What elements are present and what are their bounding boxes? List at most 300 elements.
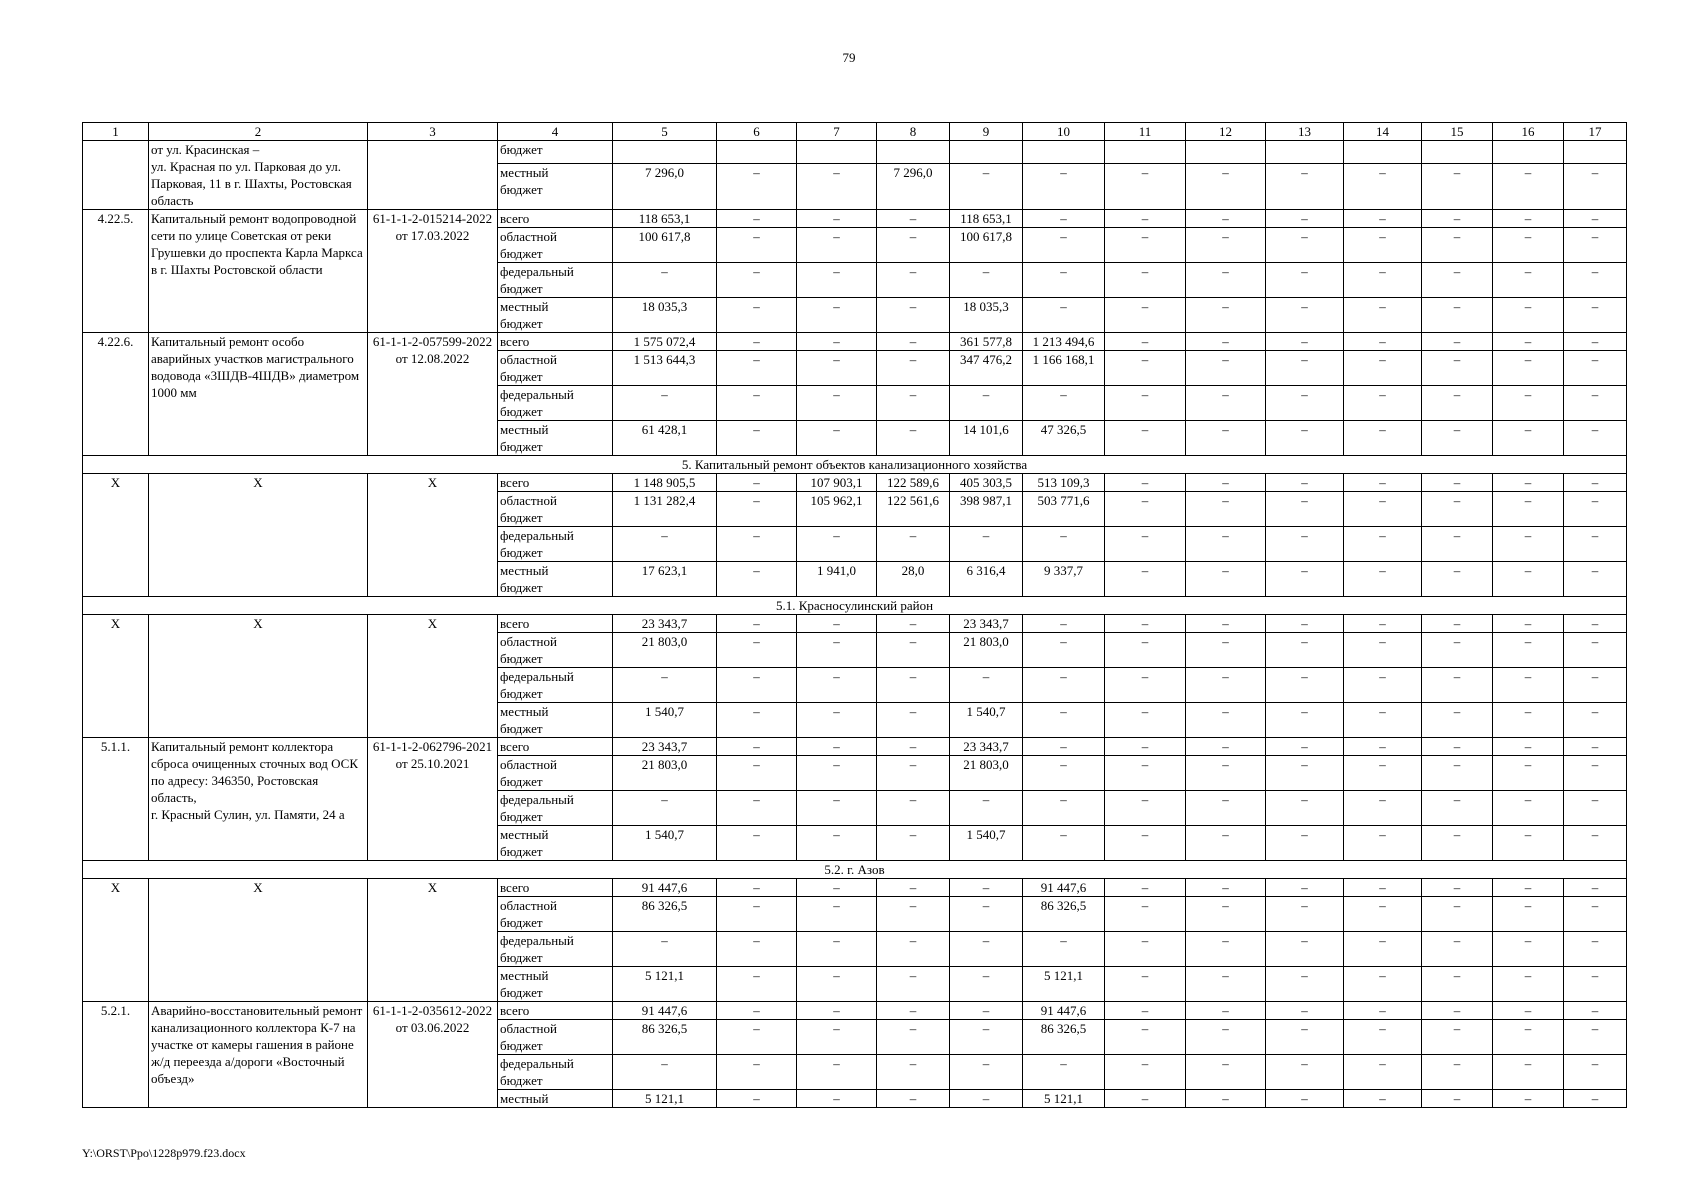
value-cell: – [1105,668,1186,703]
value-cell: – [613,263,717,298]
value-cell: – [1564,615,1627,633]
value-cell: – [717,527,797,562]
item-name: Х [149,879,368,1002]
value-cell: – [1023,210,1105,228]
item-number: Х [83,474,149,597]
value-cell: – [1564,527,1627,562]
value-cell: – [1023,738,1105,756]
value-cell [1493,141,1564,164]
column-header: 12 [1186,123,1266,141]
value-cell: – [1344,738,1422,756]
value-cell: – [1564,164,1627,210]
value-cell: – [1422,791,1493,826]
section-title: 5. Капитальный ремонт объектов канализационного хозяйства [83,456,1627,474]
value-cell: 23 343,7 [950,615,1023,633]
value-cell [1023,141,1105,164]
funding-source-label: всего [498,210,613,228]
item-reference: Х [368,879,498,1002]
value-cell: – [1344,1055,1422,1090]
value-cell: 9 337,7 [1023,562,1105,597]
value-cell: 23 343,7 [950,738,1023,756]
item-name: Капитальный ремонт коллектора сброса очищенных сточных вод ОСК по адресу: 346350, Ростовская область, г. Красный Сулин, ул. Памяти, 24 а [149,738,368,861]
value-cell: – [1493,492,1564,527]
funding-source-label: федеральный бюджет [498,791,613,826]
value-cell: – [797,826,877,861]
value-cell: – [1493,298,1564,333]
value-cell: – [1105,298,1186,333]
value-cell: – [1266,633,1344,668]
value-cell: – [613,1055,717,1090]
value-cell: – [877,228,950,263]
table-row [83,1002,1627,1020]
funding-source-label: местный [498,1090,613,1108]
value-cell [1422,141,1493,164]
value-cell: 23 343,7 [613,615,717,633]
item-name: Капитальный ремонт водопроводной сети по улице Советская от реки Грушевки до проспекта Карла Маркса в г. Шахты Ростовской области [149,210,368,333]
column-header: 15 [1422,123,1493,141]
value-cell: 86 326,5 [1023,897,1105,932]
funding-source-label: федеральный бюджет [498,263,613,298]
value-cell: – [1266,1002,1344,1020]
value-cell: – [1344,967,1422,1002]
value-cell: – [1564,756,1627,791]
value-cell: – [797,351,877,386]
value-cell: – [1105,386,1186,421]
funding-source-label: всего [498,615,613,633]
value-cell: – [950,164,1023,210]
value-cell: 107 903,1 [797,474,877,492]
value-cell: – [1023,386,1105,421]
column-header: 13 [1266,123,1344,141]
value-cell: – [1105,897,1186,932]
value-cell: – [1564,897,1627,932]
value-cell: – [1344,1002,1422,1020]
value-cell: – [1344,932,1422,967]
value-cell: – [877,932,950,967]
value-cell: – [950,897,1023,932]
value-cell: – [1564,298,1627,333]
value-cell: – [1266,703,1344,738]
value-cell [950,141,1023,164]
value-cell: 91 447,6 [613,879,717,897]
value-cell: 1 941,0 [797,562,877,597]
value-cell: – [717,164,797,210]
value-cell: – [717,1090,797,1108]
value-cell: – [1344,527,1422,562]
value-cell: – [1564,668,1627,703]
value-cell: – [1493,1020,1564,1055]
value-cell: – [1186,263,1266,298]
value-cell: 122 561,6 [877,492,950,527]
value-cell: – [1422,932,1493,967]
value-cell: – [613,527,717,562]
value-cell: – [950,967,1023,1002]
value-cell: – [1493,703,1564,738]
value-cell: – [717,879,797,897]
value-cell: – [1186,333,1266,351]
value-cell: – [1105,474,1186,492]
value-cell: – [1266,386,1344,421]
value-cell: – [1023,932,1105,967]
funding-source-label: федеральный бюджет [498,932,613,967]
column-header: 7 [797,123,877,141]
value-cell: – [1422,386,1493,421]
column-header: 16 [1493,123,1564,141]
value-cell: – [1564,932,1627,967]
column-header: 4 [498,123,613,141]
value-cell: – [1023,527,1105,562]
table-row [83,210,1627,228]
value-cell: 21 803,0 [613,756,717,791]
table-body [83,123,1627,1108]
value-cell: 14 101,6 [950,421,1023,456]
value-cell: – [797,615,877,633]
table-row [83,141,1627,164]
value-cell: – [1186,492,1266,527]
value-cell: 91 447,6 [1023,1002,1105,1020]
value-cell: – [1186,738,1266,756]
value-cell: 86 326,5 [1023,1020,1105,1055]
value-cell: – [877,703,950,738]
value-cell: – [1344,210,1422,228]
value-cell: – [877,298,950,333]
value-cell: – [1493,263,1564,298]
value-cell: – [1186,756,1266,791]
value-cell: – [1186,421,1266,456]
value-cell: – [1422,756,1493,791]
value-cell: – [1422,333,1493,351]
value-cell: – [1493,1090,1564,1108]
item-reference: 61-1-1-2-057599-2022 от 12.08.2022 [368,333,498,456]
value-cell: – [877,210,950,228]
value-cell: – [1105,492,1186,527]
value-cell: – [1493,527,1564,562]
value-cell: – [717,1020,797,1055]
value-cell: – [877,421,950,456]
column-header: 14 [1344,123,1422,141]
value-cell: – [1493,210,1564,228]
value-cell: – [1105,164,1186,210]
value-cell: – [1564,879,1627,897]
value-cell: – [1493,668,1564,703]
value-cell: 5 121,1 [1023,1090,1105,1108]
item-reference [368,141,498,210]
value-cell: – [1422,1002,1493,1020]
value-cell: – [797,333,877,351]
value-cell: – [1493,421,1564,456]
funding-source-label: местный бюджет [498,967,613,1002]
value-cell: – [797,668,877,703]
funding-source-label: всего [498,474,613,492]
value-cell: – [1493,615,1564,633]
value-cell: – [1422,1090,1493,1108]
value-cell: – [1493,932,1564,967]
value-cell: 100 617,8 [950,228,1023,263]
file-path-footer: Y:\ORST\Ppo\1228p979.f23.docx [82,1146,246,1160]
value-cell: – [1186,703,1266,738]
value-cell: – [1564,263,1627,298]
value-cell: – [1564,703,1627,738]
value-cell: – [1023,228,1105,263]
value-cell: – [1023,668,1105,703]
value-cell: – [1105,703,1186,738]
section-title: 5.2. г. Азов [83,861,1627,879]
value-cell: – [1344,164,1422,210]
value-cell: – [1564,738,1627,756]
value-cell: – [1266,562,1344,597]
value-cell: – [1266,791,1344,826]
value-cell: – [1105,879,1186,897]
value-cell: – [1493,738,1564,756]
value-cell: – [1564,633,1627,668]
value-cell: – [1344,474,1422,492]
value-cell: 5 121,1 [613,1090,717,1108]
value-cell: 47 326,5 [1023,421,1105,456]
value-cell: 100 617,8 [613,228,717,263]
value-cell: – [1564,562,1627,597]
value-cell: – [877,386,950,421]
value-cell: 105 962,1 [797,492,877,527]
value-cell: 18 035,3 [950,298,1023,333]
value-cell: – [950,1020,1023,1055]
value-cell: – [1564,333,1627,351]
value-cell: – [1105,791,1186,826]
table-row [83,879,1627,897]
value-cell: 86 326,5 [613,1020,717,1055]
value-cell: – [1493,351,1564,386]
item-reference: Х [368,474,498,597]
value-cell: – [1564,791,1627,826]
value-cell: – [1422,492,1493,527]
value-cell: – [877,967,950,1002]
value-cell: – [1564,1090,1627,1108]
value-cell: – [1186,1002,1266,1020]
value-cell: – [950,263,1023,298]
item-number: Х [83,615,149,738]
value-cell: – [1186,386,1266,421]
value-cell: – [797,263,877,298]
value-cell: – [877,1055,950,1090]
value-cell: 1 540,7 [613,703,717,738]
funding-source-label: местный бюджет [498,421,613,456]
value-cell: – [1266,1055,1344,1090]
value-cell: – [717,263,797,298]
funding-source-label: областной бюджет [498,897,613,932]
column-header: 5 [613,123,717,141]
value-cell: – [877,333,950,351]
funding-source-label: областной бюджет [498,633,613,668]
value-cell: 61 428,1 [613,421,717,456]
value-cell: – [1564,1020,1627,1055]
value-cell: – [877,738,950,756]
value-cell: – [1266,668,1344,703]
value-cell: – [1186,210,1266,228]
budget-table [82,122,1627,1108]
value-cell: – [1344,668,1422,703]
item-name: Х [149,474,368,597]
value-cell: – [717,386,797,421]
funding-source-label: местный бюджет [498,826,613,861]
value-cell: – [717,633,797,668]
value-cell: – [950,1090,1023,1108]
value-cell: – [1105,1090,1186,1108]
value-cell: – [1422,351,1493,386]
value-cell: – [1344,333,1422,351]
value-cell: – [1422,633,1493,668]
table-row [83,333,1627,351]
value-cell: 5 121,1 [1023,967,1105,1002]
value-cell: 6 316,4 [950,562,1023,597]
column-header: 17 [1564,123,1627,141]
value-cell: – [950,1002,1023,1020]
value-cell: – [950,879,1023,897]
value-cell: – [877,756,950,791]
value-cell: – [1564,1055,1627,1090]
value-cell: – [877,633,950,668]
column-header: 1 [83,123,149,141]
value-cell: – [797,791,877,826]
value-cell: – [1105,562,1186,597]
value-cell: – [1422,298,1493,333]
value-cell: – [1266,1020,1344,1055]
value-cell: – [950,527,1023,562]
value-cell: – [1266,527,1344,562]
value-cell: – [1266,421,1344,456]
value-cell: – [877,615,950,633]
funding-source-label: федеральный бюджет [498,1055,613,1090]
value-cell: – [797,932,877,967]
value-cell: – [1186,791,1266,826]
value-cell: – [1186,879,1266,897]
value-cell: – [1422,668,1493,703]
item-reference: 61-1-1-2-035612-2022 от 03.06.2022 [368,1002,498,1108]
value-cell: – [877,1020,950,1055]
value-cell: – [613,932,717,967]
value-cell: – [1422,474,1493,492]
value-cell: – [1564,492,1627,527]
value-cell: – [717,228,797,263]
value-cell: – [1422,562,1493,597]
value-cell: – [950,932,1023,967]
column-header: 11 [1105,123,1186,141]
value-cell: – [877,1090,950,1108]
section-header-row [83,456,1627,474]
value-cell: – [717,826,797,861]
value-cell: – [1344,879,1422,897]
value-cell: – [797,756,877,791]
value-cell [717,141,797,164]
item-reference: 61-1-1-2-015214-2022 от 17.03.2022 [368,210,498,333]
value-cell: 23 343,7 [613,738,717,756]
value-cell: 118 653,1 [950,210,1023,228]
value-cell: – [1493,386,1564,421]
value-cell: – [1266,615,1344,633]
value-cell: – [717,492,797,527]
value-cell: – [797,967,877,1002]
value-cell: – [797,1055,877,1090]
value-cell: – [613,791,717,826]
item-name: Аварийно-восстановительный ремонт канализационного коллектора К-7 на участке от камеры гашения в районе ж/д переезда а/дороги «Восточный объезд» [149,1002,368,1108]
item-name: от ул. Красинская – ул. Красная по ул. Парковая до ул. Парковая, 11 в г. Шахты, Ростовская область [149,141,368,210]
value-cell: 28,0 [877,562,950,597]
value-cell: 5 121,1 [613,967,717,1002]
table-row [83,738,1627,756]
value-cell: – [1493,1055,1564,1090]
value-cell: – [1266,897,1344,932]
column-header: 2 [149,123,368,141]
value-cell: – [1105,967,1186,1002]
value-cell: – [1422,967,1493,1002]
value-cell: – [1105,633,1186,668]
value-cell: – [1564,1002,1627,1020]
value-cell: 1 575 072,4 [613,333,717,351]
value-cell: – [1186,826,1266,861]
value-cell: – [1186,1090,1266,1108]
value-cell: 91 447,6 [1023,879,1105,897]
value-cell: – [1344,562,1422,597]
value-cell: – [877,1002,950,1020]
value-cell: – [1105,615,1186,633]
value-cell: – [797,897,877,932]
item-number: 4.22.5. [83,210,149,333]
value-cell: – [1186,527,1266,562]
value-cell: 18 035,3 [613,298,717,333]
value-cell: – [1493,791,1564,826]
value-cell: – [1266,879,1344,897]
value-cell: – [797,228,877,263]
value-cell: – [1266,967,1344,1002]
value-cell: 86 326,5 [613,897,717,932]
value-cell: 7 296,0 [613,164,717,210]
value-cell: – [1564,421,1627,456]
value-cell: – [797,527,877,562]
header-row [83,123,1627,141]
value-cell: – [1186,668,1266,703]
value-cell: – [717,967,797,1002]
value-cell: – [1105,351,1186,386]
value-cell: 1 513 644,3 [613,351,717,386]
value-cell: 1 540,7 [613,826,717,861]
value-cell: – [717,932,797,967]
value-cell: – [1422,164,1493,210]
value-cell: – [797,703,877,738]
funding-source-label: всего [498,1002,613,1020]
value-cell: – [1023,1055,1105,1090]
item-name: Капитальный ремонт особо аварийных участков магистрального водовода «3ШДВ-4ШДВ» диаметром 1000 мм [149,333,368,456]
value-cell: – [950,1055,1023,1090]
value-cell: – [1493,897,1564,932]
value-cell: – [1266,474,1344,492]
value-cell: – [1266,492,1344,527]
item-number: 5.1.1. [83,738,149,861]
funding-source-label: областной бюджет [498,351,613,386]
value-cell: – [1493,164,1564,210]
value-cell [797,141,877,164]
value-cell: – [1422,897,1493,932]
value-cell: 21 803,0 [613,633,717,668]
table-row [83,474,1627,492]
value-cell [613,141,717,164]
value-cell: – [1023,263,1105,298]
value-cell: – [1422,703,1493,738]
value-cell: – [1493,474,1564,492]
value-cell: 1 213 494,6 [1023,333,1105,351]
value-cell: – [1023,791,1105,826]
value-cell: – [797,1090,877,1108]
value-cell: 1 540,7 [950,826,1023,861]
value-cell: – [1422,210,1493,228]
column-header: 9 [950,123,1023,141]
